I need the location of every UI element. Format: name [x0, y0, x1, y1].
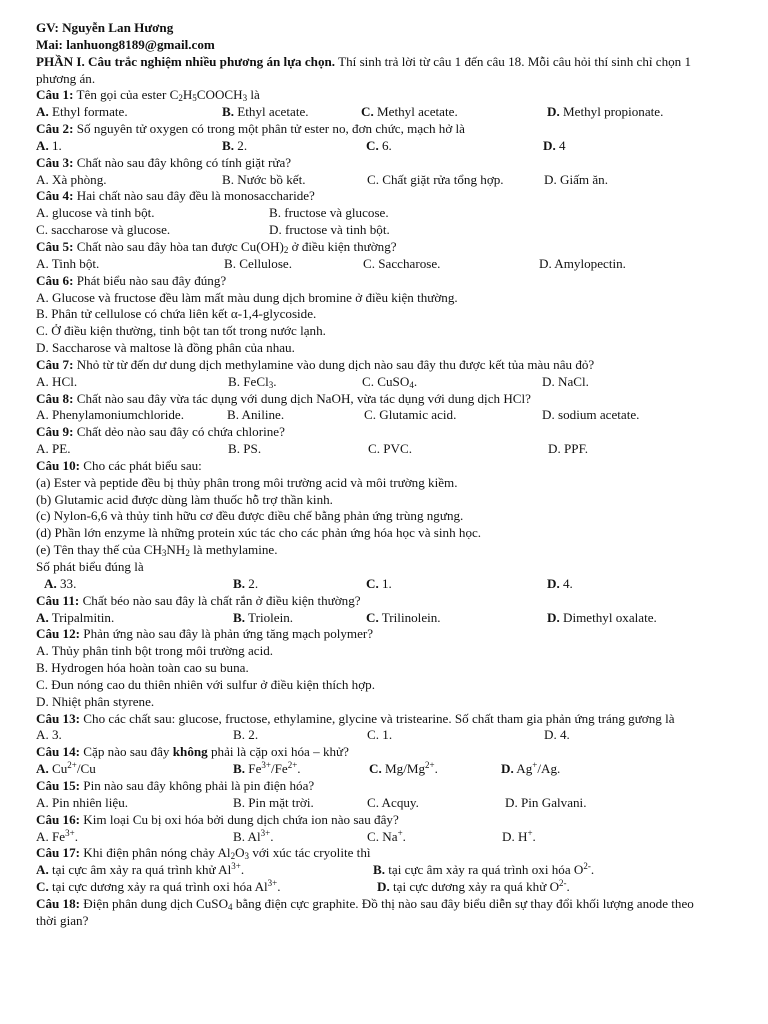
question-text: Nhỏ từ từ đến dư dung dịch methylamine vào dung dịch nào sau đây thu được kết tủa màu nâu đỏ? — [73, 356, 595, 372]
option-a: A. Thủy phân tinh bột trong môi trường acid. — [36, 643, 274, 659]
question-text: Chất nào sau đây không có tính giặt rửa? — [73, 154, 292, 170]
option-a: A. Ethyl formate. — [36, 104, 128, 120]
question-17 — [36, 845, 716, 862]
option-c: C. Saccharose. — [363, 255, 441, 271]
options-13 — [36, 727, 716, 744]
option-b: B. Cellulose. — [224, 255, 293, 271]
question-6 — [36, 273, 716, 290]
options-15 — [36, 795, 716, 812]
option-a: A. $Cu^{2+}/Cu$ — [36, 760, 96, 777]
question-text: là — [247, 87, 260, 103]
option-b: B. PS. — [228, 441, 262, 457]
question-7 — [36, 357, 716, 374]
statement-a: (a) Ester và peptide đều bị thủy phân trong môi trường acid và môi trường kiềm. — [36, 474, 458, 490]
options-4-row2 — [36, 222, 716, 239]
question-number: Câu 4: — [36, 188, 74, 204]
subscript: 4 — [228, 901, 233, 912]
mail-address: lanhuong8189@gmail.com — [66, 36, 215, 52]
option-c: C. saccharose và glucose. — [36, 222, 171, 238]
question-number: Câu 10: — [36, 457, 81, 473]
part-title: PHẦN I. Câu trắc nghiệm nhiều phương án lựa chọn. — [36, 53, 336, 69]
option-a: A. Phenylamoniumchloride. — [36, 407, 185, 423]
option-a: A. Glucose và fructose đều làm mất màu dung dịch bromine ở điều kiện thường. — [36, 289, 458, 305]
option-a: A. PE. — [36, 441, 71, 457]
option-d: D. Nhiệt phân styrene. — [36, 693, 155, 709]
question-text: với xúc tác cryolite thì — [249, 845, 371, 861]
subscript: 2 — [283, 244, 289, 255]
question-4 — [36, 188, 716, 205]
subscript: 3 — [242, 93, 248, 104]
question-number: Câu 7: — [36, 356, 74, 372]
option-b: B. Pin mặt trời. — [233, 794, 314, 810]
question-text: Chất dẻo nào sau đây có chứa chlorine? — [73, 424, 285, 440]
option-b: B. Triolein. — [233, 609, 294, 625]
question-text: Kim loại Cu bị oxi hóa bởi dung dịch chứa ion nào sau đây? — [80, 811, 399, 827]
options-7 — [36, 374, 716, 391]
options-3 — [36, 172, 716, 189]
options-5 — [36, 256, 716, 273]
option-c: C. 1. — [366, 575, 392, 591]
option-a: A. Pin nhiên liệu. — [36, 794, 129, 810]
option-b: B. tại cực âm xảy ra quá trình oxi hóa $O^{2-}$. — [373, 861, 595, 878]
option-a: A. 3. — [36, 727, 62, 743]
options-17-row1 — [36, 862, 716, 879]
count-prompt: Số phát biểu đúng là — [36, 559, 144, 574]
options-10 — [36, 576, 716, 593]
question-5 — [36, 239, 716, 256]
question-number: Câu 16: — [36, 811, 81, 827]
option-d: D. Pin Galvani. — [505, 794, 587, 810]
question-text: Pin nào sau đây không phải là pin điện hóa? — [80, 777, 315, 793]
question-text: COOCH — [196, 87, 243, 103]
option-a: A. glucose và tinh bột. — [36, 205, 155, 221]
options-1 — [36, 104, 716, 121]
option-d: D. PPF. — [548, 441, 589, 457]
question-text: Phản ứng nào sau đây là phản ứng tăng mạch polymer? — [80, 626, 374, 642]
question-text: Cho các phát biểu sau: — [80, 457, 202, 473]
option-d: D. 4. — [544, 727, 570, 743]
option-c: C. 1. — [367, 727, 393, 743]
teacher-name: Nguyễn Lan Hương — [62, 20, 174, 35]
question-number: Câu 13: — [36, 710, 81, 726]
option-d: D. Amylopectin. — [539, 255, 626, 271]
question-text: Chất nào sau đây hòa tan được Cu(OH) — [73, 238, 284, 254]
option-d: D. Ag+/Ag. — [501, 760, 561, 777]
question-10 — [36, 458, 716, 475]
question-12 — [36, 626, 716, 643]
option-b: B. FeCl$_3$. — [228, 373, 277, 390]
option-b: B. Aniline. — [227, 407, 285, 423]
question-text: ở điều kiện thường? — [288, 238, 397, 254]
question-text: Cặp nào sau đây — [80, 744, 173, 760]
question-text: phải là cặp oxi hóa – khử? — [207, 744, 349, 760]
question-number: Câu 2: — [36, 121, 74, 137]
options-2 — [36, 138, 716, 155]
option-b: B. $Fe^{3+}/Fe^{2+}$. — [233, 760, 301, 777]
option-b: B. Nước bồ kết. — [222, 171, 306, 187]
question-11 — [36, 593, 716, 610]
emphasis-text: không — [172, 744, 208, 760]
options-8 — [36, 407, 716, 424]
options-4-row1 — [36, 205, 716, 222]
options-14 — [36, 761, 716, 778]
question-14 — [36, 744, 716, 761]
question-number: Câu 12: — [36, 626, 81, 642]
option-d: D. 4. — [547, 575, 573, 591]
option-a: A. Tinh bột. — [36, 255, 100, 271]
option-d: D. Methyl propionate. — [547, 104, 664, 120]
question-9 — [36, 424, 716, 441]
question-text: Điện phân dung dịch CuSO — [80, 895, 229, 911]
question-text: bằng điện cực graphite. Đồ thị nào sau đây biểu diễn sự thay đổi khối lượng anode theo thời gian? — [36, 895, 694, 928]
statement-e: (e) Tên thay thế của $CH_3NH_2$ là methylamine. — [36, 542, 278, 559]
question-8 — [36, 391, 716, 408]
question-15 — [36, 778, 716, 795]
option-c: C. tại cực dương xảy ra quá trình oxi hóa $Al^{3+}$. — [36, 878, 281, 895]
option-d: D. H+. — [502, 827, 536, 844]
option-a: A. HCl. — [36, 373, 78, 389]
option-a: A. Xà phòng. — [36, 171, 107, 187]
statement-c: (c) Nylon-6,6 và thủy tinh hữu cơ đều được điều chế bằng phản ứng trùng ngưng. — [36, 508, 464, 524]
option-b: B. Phân tử cellulose có chứa liên kết α-1,4-glycoside. — [36, 306, 317, 322]
subscript: 3 — [244, 851, 250, 862]
part-description: Thí sinh trả lời từ câu 1 đến câu 18. Mỗi câu hỏi thí sinh chỉ chọn 1 phương án. — [36, 53, 692, 86]
option-a: A. 33. — [44, 575, 77, 591]
option-c: C. PVC. — [368, 441, 413, 457]
option-d: D. tại cực dương xảy ra quá khử $O^{2-}$. — [377, 878, 570, 895]
question-1 — [36, 87, 716, 104]
question-text: H — [182, 87, 193, 103]
option-b: B. Ethyl acetate. — [222, 104, 309, 120]
option-d: D. NaCl. — [542, 373, 589, 389]
option-c: C. $Mg/Mg^{2+}$. — [369, 760, 438, 777]
question-number: Câu 9: — [36, 424, 74, 440]
question-text: Số nguyên tử oxygen có trong một phân tử ester no, đơn chức, mạch hở là — [73, 121, 465, 137]
question-text: Khi điện phân nóng chảy Al — [80, 845, 231, 861]
question-number: Câu 8: — [36, 390, 74, 406]
option-c: C. Trilinolein. — [366, 609, 441, 625]
option-c: C. Đun nóng cao du thiên nhiên với sulfur ở điều kiện thích hợp. — [36, 676, 375, 692]
teacher-line — [36, 20, 716, 37]
question-number: Câu 6: — [36, 272, 74, 288]
question-text: Hai chất nào sau đây đều là monosaccharide? — [73, 188, 315, 204]
question-number: Câu 18: — [36, 895, 81, 911]
option-d: D. Dimethyl oxalate. — [547, 609, 657, 625]
mail-label: Mai: — [36, 36, 63, 52]
statement-b: (b) Glutamic acid được dùng làm thuốc hỗ trợ thần kinh. — [36, 491, 333, 507]
statement-d: (d) Phần lớn enzyme là những protein xúc tác cho các phản ứng hóa học và sinh học. — [36, 525, 482, 541]
subscript: 5 — [192, 93, 197, 104]
question-text: Tên gọi của ester C — [73, 87, 179, 103]
option-d: D. fructose và tinh bột. — [269, 222, 390, 238]
question-text: Cho các chất sau: glucose, fructose, ethylamine, glycine và tristearine. Số chất tham gia phản ứng tráng gương là — [80, 710, 675, 726]
document-page — [36, 20, 716, 930]
option-b: B. $Al^{3+}$. — [233, 827, 274, 844]
option-a: A. tại cực âm xảy ra quá trình khử $Al^{3+}$. — [36, 861, 245, 878]
options-16 — [36, 829, 716, 846]
option-a: A. Tripalmitin. — [36, 609, 115, 625]
question-text: O — [235, 845, 245, 861]
question-number: Câu 11: — [36, 592, 80, 608]
option-b: B. fructose và glucose. — [269, 205, 389, 221]
subscript: 2 — [230, 851, 236, 862]
options-9 — [36, 441, 716, 458]
teacher-label: GV: — [36, 20, 59, 35]
option-a: A. 1. — [36, 137, 62, 153]
option-d: D. Giấm ăn. — [544, 171, 608, 187]
question-number: Câu 14: — [36, 744, 81, 760]
question-number: Câu 5: — [36, 238, 74, 254]
question-number: Câu 17: — [36, 845, 81, 861]
question-text: Phát biểu nào sau đây đúng? — [73, 272, 227, 288]
option-a: A. $Fe^{3+}$. — [36, 827, 78, 844]
question-16 — [36, 812, 716, 829]
option-d: D. sodium acetate. — [542, 407, 640, 423]
question-13 — [36, 711, 716, 728]
option-c: C. Chất giặt rửa tổng hợp. — [367, 171, 504, 187]
part-heading — [36, 54, 716, 88]
option-c: C. Glutamic acid. — [364, 407, 457, 423]
option-c: C. Ở điều kiện thường, tinh bột tan tốt trong nước lạnh. — [36, 323, 326, 339]
question-number: Câu 3: — [36, 154, 74, 170]
option-d: D. Saccharose và maltose là đồng phân của nhau. — [36, 340, 295, 356]
question-number: Câu 15: — [36, 777, 81, 793]
option-b: B. 2. — [233, 575, 259, 591]
option-c: C. Methyl acetate. — [361, 104, 458, 120]
question-2 — [36, 121, 716, 138]
option-b: B. Hydrogen hóa hoàn toàn cao su buna. — [36, 660, 249, 676]
question-3 — [36, 155, 716, 172]
option-c: C. 6. — [366, 137, 392, 153]
option-b: B. 2. — [222, 137, 248, 153]
mail-line — [36, 37, 716, 54]
options-11 — [36, 610, 716, 627]
question-text: Chất nào sau đây vừa tác dụng với dung dịch NaOH, vừa tác dụng với dung dịch HCl? — [73, 390, 531, 406]
option-c: C. CuSO$_4$. — [362, 373, 418, 390]
subscript: 2 — [178, 93, 183, 104]
option-b: B. 2. — [233, 727, 259, 743]
question-18 — [36, 896, 716, 930]
option-c: C. Acquy. — [367, 794, 419, 810]
option-d: D. 4 — [543, 137, 566, 153]
option-c: C. Na+. — [367, 827, 406, 844]
options-17-row2 — [36, 879, 716, 896]
question-text: Chất béo nào sau đây là chất rắn ở điều kiện thường? — [79, 592, 361, 608]
question-number: Câu 1: — [36, 87, 74, 103]
